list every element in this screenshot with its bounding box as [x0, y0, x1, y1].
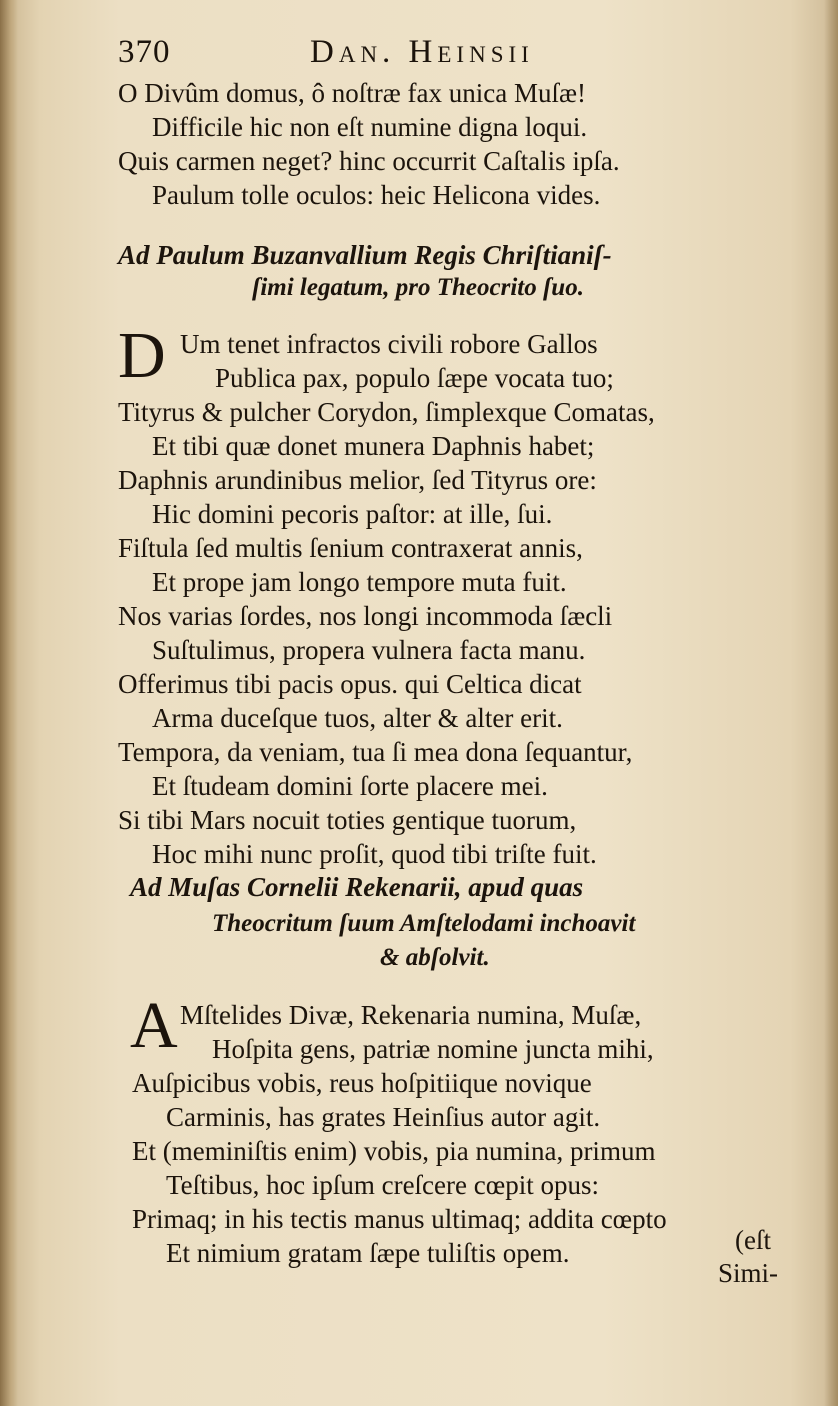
verse-line: Et (meminiſtis enim) vobis, pia numina, primum: [132, 1136, 656, 1166]
verse-line: Mſtelides Divæ, Rekenaria numina, Muſæ,: [180, 1000, 642, 1030]
verse-line: Primaq; in his tectis manus ultimaq; addita cœpto: [132, 1204, 667, 1234]
verse-line: Tityrus & pulcher Corydon, ſimplexque Comatas,: [118, 397, 655, 427]
poem-3-subtitle-end: & abſolvit.: [380, 944, 490, 971]
running-header: [118, 34, 718, 74]
turnover-word: (eſt: [735, 1225, 771, 1255]
poem-2-title: Ad Paulum Buzanvallium Regis Chriſtianiſ-: [118, 240, 612, 270]
verse-line: Quis carmen neget? hinc occurrit Caſtalis ipſa.: [118, 146, 620, 176]
verse-line: Hic domini pecoris paſtor: at ille, ſui.: [152, 499, 553, 529]
poem-3-subtitle: Theocritum ſuum Amſtelodami inchoavit: [212, 910, 636, 937]
verse-line: Fiſtula ſed multis ſenium contraxerat annis,: [118, 533, 583, 563]
poem-2-opening: [180, 327, 598, 361]
verse-line: Tempora, da veniam, tua ſi mea dona ſequantur,: [118, 737, 633, 767]
verse-line: Et ſtudeam domini ſorte placere mei.: [152, 771, 548, 801]
verse-line: Paulum tolle oculos: heic Helicona vides.: [152, 180, 601, 210]
poem-2-line-2: [215, 361, 614, 395]
drop-cap: A: [130, 989, 178, 1062]
verse-line: Et nimium gratam ſæpe tuliſtis opem.: [166, 1238, 570, 1268]
running-title: Dan. Heinsii: [310, 34, 534, 70]
verse-line: Carminis, has grates Heinſius autor agit.: [166, 1102, 601, 1132]
page-edge-shadow: [824, 0, 838, 1406]
verse-line: Arma duceſque tuos, alter & alter erit.: [152, 703, 563, 733]
poem-3-line-2: [212, 1032, 654, 1066]
verse-line: Si tibi Mars nocuit toties gentique tuorum,: [118, 805, 577, 835]
verse-line: Suſtulimus, propera vulnera facta manu.: [152, 635, 586, 665]
poem-2-subtitle: ſimi legatum, pro Theocrito ſuo.: [252, 274, 584, 301]
verse-line: O Divûm domus, ô noſtræ fax unica Muſæ!: [118, 78, 586, 108]
verse-line: Et tibi quæ donet munera Daphnis habet;: [152, 431, 595, 461]
poem-1: [118, 76, 620, 212]
page-number: 370: [118, 34, 171, 70]
poem-3-opening: [180, 998, 641, 1032]
verse-line: Hoſpita gens, patriæ nomine juncta mihi,: [212, 1034, 654, 1064]
verse-line: Auſpicibus vobis, reus hoſpitiique novique: [132, 1068, 592, 1098]
drop-cap: D: [118, 319, 166, 392]
verse-line: Hoc mihi nunc proſit, quod tibi triſte fuit.: [152, 839, 597, 869]
verse-line: Offerimus tibi pacis opus. qui Celtica dicat: [118, 669, 582, 699]
verse-line: Et prope jam longo tempore muta fuit.: [152, 567, 567, 597]
catchword: Simi-: [718, 1258, 779, 1288]
poem-3-title: Ad Muſas Cornelii Rekenarii, apud quas: [130, 872, 584, 902]
verse-line: Teſtibus, hoc ipſum creſcere cœpit opus:: [166, 1170, 599, 1200]
verse-line: Difficile hic non eſt numine digna loqui.: [152, 112, 588, 142]
poem-3-body: [132, 1066, 667, 1270]
verse-line: Um tenet infractos civili robore Gallos: [180, 329, 598, 359]
verse-line: Daphnis arundinibus melior, ſed Tityrus ore:: [118, 465, 597, 495]
poem-2-body: [118, 395, 655, 871]
verse-line: Nos varias ſordes, nos longi incommoda ſæcli: [118, 601, 613, 631]
verse-line: Publica pax, populo ſæpe vocata tuo;: [215, 363, 614, 393]
binding-shadow: [0, 0, 18, 1406]
